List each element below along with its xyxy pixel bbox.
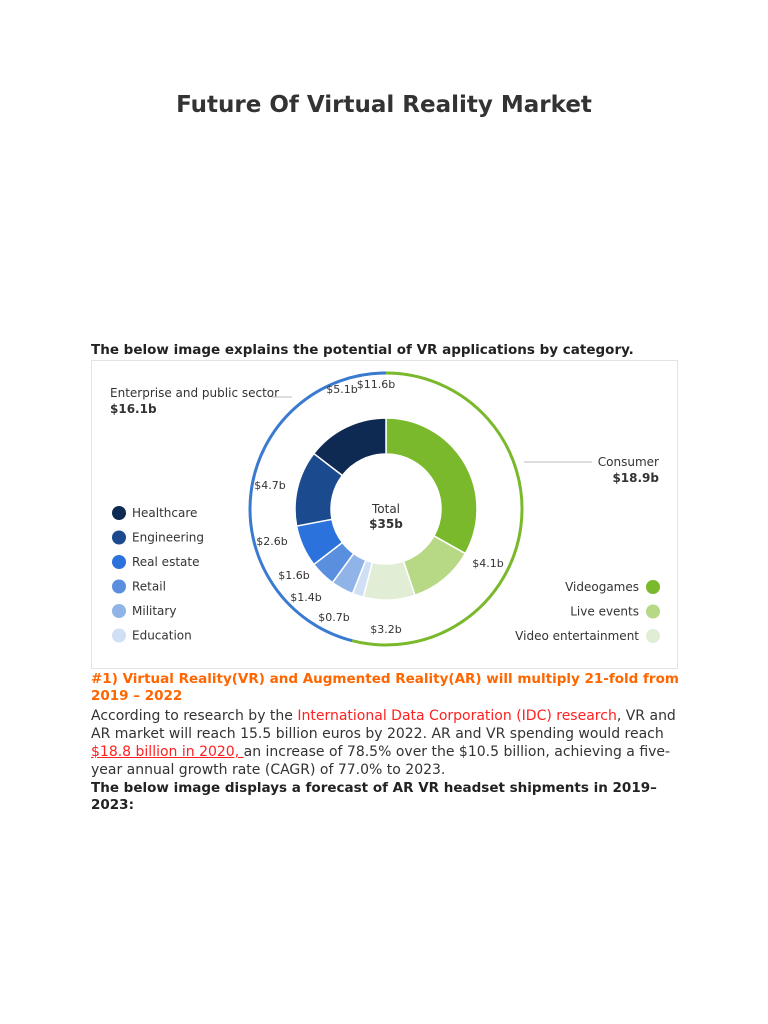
center-total-label: Total — [371, 502, 401, 516]
consumer-group-total: $18.9b — [612, 471, 659, 485]
enterprise-group-total: $16.1b — [110, 402, 157, 416]
legend-swatch-military — [112, 604, 126, 618]
legend-swatch-videogames — [646, 580, 660, 594]
slice-label-real-estate: $2.6b — [256, 535, 288, 548]
center-total-value: $35b — [369, 517, 403, 531]
slice-videogames — [386, 418, 477, 554]
legend-swatch-real-estate — [112, 555, 126, 569]
slice-label-video-entertainment: $3.2b — [370, 623, 402, 636]
slice-label-military: $1.4b — [290, 591, 322, 604]
legend-swatch-video-entertainment — [646, 629, 660, 643]
slice-label-engineering: $4.7b — [254, 479, 286, 492]
legend-swatch-engineering — [112, 531, 126, 545]
spending-2020-link[interactable]: $18.8 billion in 2020, — [91, 744, 244, 760]
legend-label-videogames: Videogames — [565, 580, 639, 594]
paragraph-text-end: an increase of 78.5% over the $10.5 billion, achieving a five-year annual growth rate (CAGR) of 77.0% to 2023. — [91, 744, 671, 778]
paragraph-text-start: According to research by the — [91, 708, 298, 724]
legend-label-military: Military — [132, 604, 177, 618]
legend-swatch-retail — [112, 580, 126, 594]
slice-label-videogames: $11.6b — [356, 378, 396, 391]
legend-label-education: Education — [132, 628, 192, 643]
vr-category-donut-chart — [91, 360, 678, 669]
slice-label-live-events: $4.1b — [472, 557, 504, 570]
legend-label-retail: Retail — [132, 579, 166, 594]
consumer-group-name: Consumer — [597, 455, 659, 469]
chart-intro-text: The below image explains the potential of VR applications by category. — [91, 342, 634, 358]
page-title: Future Of Virtual Reality Market — [176, 92, 592, 118]
forecast-intro-text: The below image displays a forecast of AR VR headset shipments in 2019–2023: — [91, 780, 657, 813]
enterprise-group-name: Enterprise and public sector — [110, 386, 280, 400]
paragraph-text-middle: , VR and AR market will reach 15.5 billion euros by 2022. AR and VR spending would reach — [91, 708, 676, 742]
section-paragraph — [91, 707, 691, 779]
legend-label-video-entertainment: Video entertainment — [515, 629, 639, 643]
legend-swatch-live-events — [646, 605, 660, 619]
section-heading: #1) Virtual Reality(VR) and Augmented Reality(AR) will multiply 21-fold from 2019 – 2022 — [91, 671, 679, 704]
slice-label-education: $0.7b — [318, 611, 350, 624]
legend-swatch-education — [112, 629, 126, 643]
legend-swatch-healthcare — [112, 506, 126, 520]
legend-label-real-estate: Real estate — [132, 555, 200, 569]
idc-research-link[interactable]: International Data Corporation (IDC) research — [297, 708, 617, 724]
donut-chart-svg — [92, 361, 679, 670]
legend-label-live-events: Live events — [570, 604, 639, 619]
slice-label-retail: $1.6b — [278, 569, 310, 582]
slice-label-healthcare: $5.1b — [326, 383, 358, 396]
legend-label-engineering: Engineering — [132, 530, 204, 545]
legend-label-healthcare: Healthcare — [132, 506, 198, 520]
